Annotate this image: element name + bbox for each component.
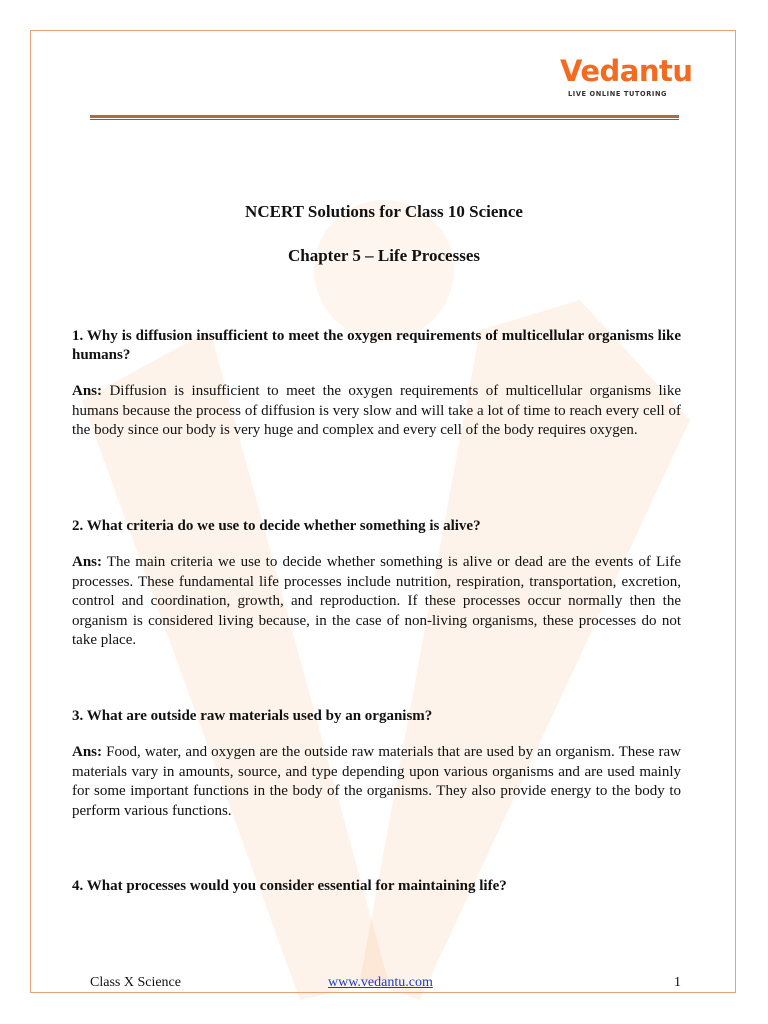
answer-label: Ans: — [72, 744, 103, 760]
logo-tagline: LIVE ONLINE TUTORING — [568, 90, 668, 98]
footer-website-link[interactable]: www.vedantu.com — [328, 975, 433, 990]
answer-label: Ans: — [72, 383, 103, 399]
chapter-title: Chapter 5 – Life Processes — [287, 246, 480, 265]
page-border — [30, 30, 736, 993]
question-1: 1. Why is diffusion insufficient to meet the oxygen requirements of multicellular organisms like humans? — [72, 328, 681, 363]
header-rule — [90, 115, 679, 118]
answer-2 — [72, 553, 681, 651]
answer-text: The main criteria we use to decide whether something is alive or dead are the events of Life processes. These fundamental life processes include nutrition, respiration, transportation, excretion, control and coordination, growth, and reproduction. If these processes occur normally then the organism is considered living because, in the case of non-living organisms, these processes do not take place. — [72, 554, 681, 648]
answer-text: Diffusion is insufficient to meet the oxygen requirements of multicellular organisms like humans because the process of diffusion is very slow and will take a lot of time to reach every cell of the body since our body is very huge and complex and every cell of the body requires oxygen. — [72, 383, 682, 438]
answer-1 — [72, 382, 681, 441]
page-number: 1 — [674, 975, 681, 990]
vedantu-logo — [560, 54, 693, 104]
document-title: NCERT Solutions for Class 10 Science — [245, 202, 523, 221]
answer-3 — [72, 743, 681, 821]
answer-text: Food, water, and oxygen are the outside raw materials that are used by an organism. These raw materials vary in amounts, source, and type depending upon various organisms and are used mainly for some important functions in the body of the organisms. They also provide energy to the body to perform various functions. — [72, 744, 682, 819]
question-3: 3. What are outside raw materials used by an organism? — [72, 708, 433, 724]
footer-subject: Class X Science — [90, 975, 181, 990]
qa-item-3 — [72, 707, 681, 821]
qa-item-2 — [72, 517, 681, 651]
logo-wordmark: Vedantu — [560, 54, 693, 88]
qa-item-4 — [72, 877, 681, 896]
qa-item-1 — [72, 327, 681, 441]
question-4: 4. What processes would you consider essential for maintaining life? — [72, 878, 507, 894]
header-rule-thin — [90, 119, 679, 120]
answer-label: Ans: — [72, 554, 103, 570]
question-2: 2. What criteria do we use to decide whether something is alive? — [72, 518, 481, 534]
